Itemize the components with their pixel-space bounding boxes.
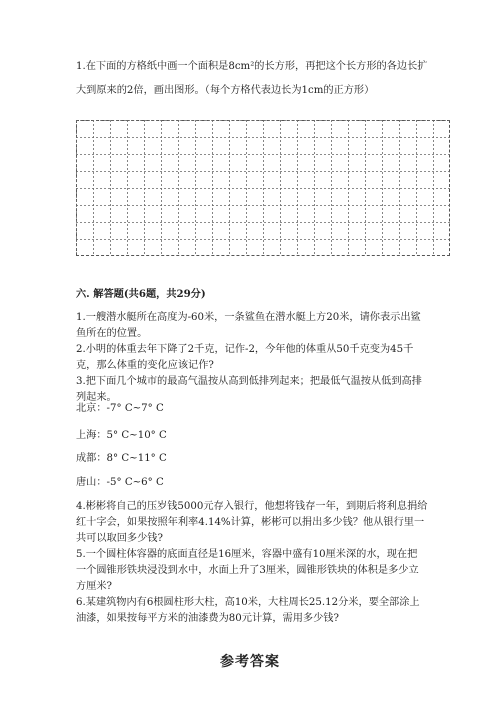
q1-line2: 大到原来的2倍，画出图形。（每个方格代表边长为1cm的正方形） — [76, 85, 375, 96]
q1-line1: 1.在下面的方格纸中画一个面积是8cm²的长方形，再把这个长方形的各边长扩 — [76, 61, 428, 72]
city-chengdu: 成都：8° C~11° C — [76, 453, 167, 464]
q6-4-line3: 共可以取回多少钱? — [76, 533, 163, 544]
section-title: 六. 解答题(共6题，共29分) — [76, 288, 206, 300]
q6-6-line2: 油漆，如果按每平方米的油漆费为80元计算，需用多少钱? — [76, 613, 339, 624]
q6-2-line2: 克，那么体重的变化应该记作? — [76, 360, 214, 371]
city-beijing: 北京：-7° C~7° C — [76, 403, 164, 414]
q6-4-line2: 红十字会，如果按照年利率4.14%计算，彬彬可以捐出多少钱？他从银行里一 — [76, 517, 425, 528]
q6-1-line2: 鱼所在的位置。 — [76, 328, 148, 339]
grid-lines — [76, 120, 450, 256]
q6-5-line1: 5.一个圆柱体容器的底面直径是16厘米，容器中盛有10厘米深的水，现在把 — [76, 549, 418, 560]
q6-3-line1: 3.把下面几个城市的最高气温按从高到低排列起来；把最低气温按从低到高排 — [76, 376, 422, 387]
answer-title: 参考答案 — [220, 654, 280, 670]
q6-3-line2: 列起来。 — [76, 392, 117, 403]
grid-paper — [76, 120, 450, 256]
q6-2-line1: 2.小明的体重去年下降了2千克，记作-2，今年他的体重从50千克变为45千 — [76, 344, 414, 355]
q6-6-line1: 6.某建筑物内有6根圆柱形大柱，高10米，大柱周长25.12分米，要全部涂上 — [76, 597, 420, 608]
q6-1-line1: 1.一艘潜水艇所在高度为-60米，一条鲨鱼在潜水艇上方20米，请你表示出鲨 — [76, 312, 421, 323]
city-tangshan: 唐山：-5° C~6° C — [76, 477, 164, 488]
city-shanghai: 上海：5° C~10° C — [76, 430, 167, 441]
q6-5-line2: 一个圆锥形铁块浸没到水中，水面上升了3厘米，圆锥形铁块的体积是多少立 — [76, 565, 419, 576]
q6-4-line1: 4.彬彬将自己的压岁钱5000元存入银行，他想将钱存一年，到期后将利息捐给 — [76, 501, 428, 512]
q6-5-line3: 方厘米? — [76, 581, 113, 592]
